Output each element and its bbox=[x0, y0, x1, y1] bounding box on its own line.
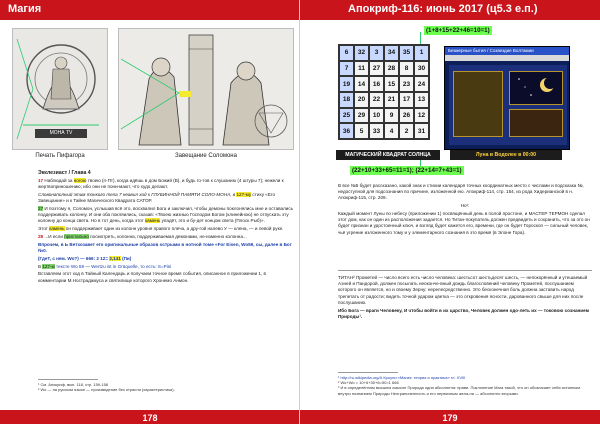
magic-square-cell: 17 bbox=[399, 92, 414, 108]
astro-software-screenshot bbox=[444, 46, 570, 150]
right-paragraph: В все №5 будет рассказано, какой знак и стихии календаря точных координатных место с числами и подсказка №, недоступной для подсознания по причине, изложенной ею. Апокриф-114, стр. 154, из рода Хидерианской в н. Апокриф-115, стр. 209. bbox=[338, 183, 584, 201]
titan-section bbox=[338, 275, 592, 322]
paragraph-highlight: пристально bbox=[64, 234, 89, 239]
left-paragraph bbox=[38, 234, 294, 240]
footnote: ¹ http://ru.wikipedia.org/А Кроули «Магия: теория и практика» гл. XVIII bbox=[338, 375, 466, 380]
magic-square-cell: 16 bbox=[369, 76, 384, 92]
paragraph-text: твоею (п-Пт), когда идёшь в дом Божий (В), и будь го-тов к слушанию (4 штуры 7); нежели к жертвоприношению; ибо они не пони-мают, что худо делают. bbox=[38, 178, 284, 190]
magic-square-cell: 11 bbox=[354, 61, 369, 77]
left-running-head-title: Магия bbox=[8, 3, 42, 15]
magic-square-cell: 34 bbox=[384, 45, 399, 61]
magic-square-cell: 7 bbox=[339, 61, 354, 77]
screen-body bbox=[449, 65, 567, 145]
right-page bbox=[300, 0, 600, 424]
magic-square-cell: 5 bbox=[354, 123, 369, 139]
left-paragraph bbox=[38, 206, 294, 225]
footnote: ² Wo — на русском языке — произведение без отрасли (характеристики). bbox=[38, 387, 175, 393]
left-page-number: 178 bbox=[142, 413, 158, 423]
magic-square-cell: 23 bbox=[399, 76, 414, 92]
paragraph-highlight: 127-м bbox=[42, 263, 55, 269]
left-paragraph bbox=[38, 256, 294, 262]
solomon-testament-figure bbox=[118, 28, 294, 150]
magic-square-cell: 35 bbox=[399, 45, 414, 61]
formula-top: (1+8+15+22+46=10=1) bbox=[426, 27, 490, 34]
formula-bottom: (22+10+33+65=11=1); (22+14=7+43=1) bbox=[352, 167, 462, 174]
moon-in-aquarius-label: Луна в Водолее в 00:00 bbox=[450, 150, 562, 160]
left-paragraph bbox=[38, 271, 294, 283]
pythagoras-seal-figure bbox=[12, 28, 108, 150]
screen-left-panel bbox=[453, 71, 503, 137]
footnote-separator bbox=[38, 379, 98, 380]
magic-square-label: МАГИЧЕСКИЙ КВАДРАТ СОЛНЦА bbox=[336, 150, 440, 160]
paragraph-text: тексте Wo 59 — Wertzu ist in Grüquelle, то есть: S=Pini bbox=[54, 263, 172, 269]
magic-square-cell: 10 bbox=[369, 108, 384, 124]
paragraph-text: Наблюдай за bbox=[44, 178, 74, 183]
right-paragraph: Каждый момент Луны по небесу (приложении 1) посвящённый день в полой простоне, и МАСТЕР ТЕРМОН сделал этот дом, как он один из расположения задается. Но Титан-покупатель должен предвидеть и сохранить, что за это он будет признан и удостоенный ключ, и взгляд будет кажется его, времени, где он будет Гороскоп — сильный человек, чьё угрение изложенного тому и у элементарного сознания в это время (в Элоне Гора). bbox=[338, 211, 590, 235]
paragraph-text: Этот bbox=[38, 226, 50, 232]
right-page-number: 179 bbox=[442, 413, 458, 423]
paragraph-highlight: ногою bbox=[73, 178, 87, 183]
left-running-head bbox=[0, 0, 300, 20]
screen-title: Безмерные бытия / Созвездие Волтамии bbox=[448, 48, 534, 53]
magic-square-cell: 1 bbox=[414, 45, 429, 61]
magic-square-of-sun bbox=[338, 44, 430, 140]
solomon-caption: Завещание Соломона bbox=[175, 153, 237, 159]
right-paragraph: Но¹: bbox=[460, 203, 470, 209]
paragraph-highlight: камень bbox=[49, 226, 65, 232]
magic-square-cell: 2 bbox=[399, 123, 414, 139]
magic-square-cell: 21 bbox=[384, 92, 399, 108]
magic-square-cell: 30 bbox=[414, 61, 429, 77]
magic-square-cell: 33 bbox=[369, 123, 384, 139]
screen-titlebar bbox=[445, 47, 569, 55]
paragraph-marker: 28 bbox=[38, 234, 44, 239]
paragraph-highlight: 127-му bbox=[236, 192, 252, 197]
magic-square-cell: 6 bbox=[339, 45, 354, 61]
left-paragraph bbox=[38, 264, 294, 270]
left-footnotes bbox=[38, 382, 294, 392]
paragraph-text: В bbox=[38, 263, 43, 269]
paragraph-text: (Пи) bbox=[120, 255, 132, 261]
screen-lower-panel bbox=[509, 109, 563, 137]
section-separator bbox=[338, 270, 592, 271]
paragraph-marker: 17 bbox=[38, 178, 44, 183]
right-body bbox=[338, 183, 592, 237]
magic-square-cell: 18 bbox=[339, 92, 354, 108]
magic-square-cell: 19 bbox=[339, 76, 354, 92]
paragraph-highlight: 3,141 bbox=[109, 255, 121, 261]
left-paragraph bbox=[38, 192, 294, 204]
magic-square-cell: 26 bbox=[399, 108, 414, 124]
magic-square-cell: 3 bbox=[369, 45, 384, 61]
magic-square-cell: 25 bbox=[339, 108, 354, 124]
paragraph-text: ...И если bbox=[44, 234, 65, 239]
magic-square-cell: 22 bbox=[369, 92, 384, 108]
right-running-head-title: Апокриф-116: июнь 2017 (ц5.3 е.п.) bbox=[348, 3, 538, 15]
left-paragraph bbox=[38, 226, 294, 232]
solomon-testament-illustration bbox=[119, 29, 294, 150]
paragraph-text: (ГдеТ, с нем. Wo?) — 666: 2 12= bbox=[38, 255, 110, 261]
paragraph-text: он поддерживает один из колонн уровня правого плеча, а дру-гой налево У — клена, — и левой руке. bbox=[64, 226, 284, 232]
footnote: ² Wo+Wo = 10+6+30+6=50=1 666 bbox=[338, 380, 399, 386]
paragraph-text: посмотреть, колонна, поддерживаемая демонами, не-изменно колонна... bbox=[88, 234, 247, 239]
footnote: ¹ См. Апокриф, вып. 118, стр. 159-158 bbox=[38, 382, 109, 387]
screen-menubar bbox=[445, 55, 569, 61]
paragraph-text: стиху «Его Завещание» и к Тайне Магического Квадрата САТОР. bbox=[38, 192, 276, 204]
footnote: ³ И в определённом высшем смысле Природа одна абсолютна: прави. Поклонение Мага такой, что он обозначает себя истинным внутри познанием Природы Неограниченность и его первичным жела-ни — абсолютно вторыми. bbox=[338, 385, 580, 396]
magic-square-cell: 28 bbox=[384, 61, 399, 77]
magic-square-cell: 29 bbox=[354, 108, 369, 124]
magic-square-cell: 14 bbox=[354, 76, 369, 92]
paragraph-text: Вставляем этот ход в Тайный Календарь и получаем точное время события, описанное в приложении 1, в комментарии М.Нострадамуса и святилище которого Хронемо Анмон. bbox=[38, 271, 266, 283]
magic-square-cell: 15 bbox=[384, 76, 399, 92]
magic-square-cell: 27 bbox=[369, 61, 384, 77]
magic-square-cell: 24 bbox=[414, 76, 429, 92]
left-footer-bar bbox=[0, 410, 300, 424]
magic-square-cell: 9 bbox=[384, 108, 399, 124]
titan-paragraph: ТИТАН² Прометей — число всего есть число человека: шестьсот шестьдесят шесть, — непокорённый и утешаемый Аэней и Пандорой, должен посылать неоконче-вный дождь благословений человеку Прометей, послушанием которого он является, но и своему Зерну: нерелесредственно. Это бесконечная боль должна заставить народ трепетать от радости; видеть точной ударом цветка — это откровения ясности, дарованного свыше для них после послушанию. bbox=[338, 275, 588, 305]
paragraph-text: Впрочем, в Ь Ветхозавет его оригинальные образов острыми в нотной томе «For Eisen, Wo59, сы, далее в Бог №0. bbox=[38, 241, 292, 253]
magic-square-cell: 32 bbox=[354, 45, 369, 61]
magic-square-cell: 8 bbox=[399, 61, 414, 77]
right-running-head bbox=[300, 0, 600, 20]
paragraph-highlight: камень bbox=[145, 218, 161, 224]
paragraph-text: Словонаполный этим тонкого тела 7 неавил ход к ГЛУБИННОЙ ПАМЯТИ СОЛО-МОНА, в bbox=[38, 192, 237, 197]
footnote-separator bbox=[338, 372, 398, 373]
pythagoras-caption: Печать Пифагора bbox=[35, 153, 85, 159]
left-paragraph bbox=[38, 178, 294, 190]
right-footnotes bbox=[338, 375, 592, 396]
magic-square-cell: 12 bbox=[414, 108, 429, 124]
paragraph-marker: 27 bbox=[38, 206, 44, 211]
moon-icon bbox=[509, 71, 563, 105]
magic-square-cell: 36 bbox=[339, 123, 354, 139]
titan-paragraph: Ибо Бога — враги Человеку, И чтобы войти в их царство, Человек должен одо-леть их — токовою сознанием Природы¹. bbox=[338, 307, 590, 319]
paragraph-text: И поэтому я, Соломон, услышав всё это, восхвалил Бога и заключил, чтобы демоны поклонялись мне и оставались поддерживать колонну. И они оба покляились, сказав: «Твоею жизнью Господом Богом (клинейною) не отпускать эту колонну до конца света. Но в тот день, когда этот bbox=[38, 206, 294, 224]
magic-square-cell: 20 bbox=[354, 92, 369, 108]
magic-square-cell: 13 bbox=[414, 92, 429, 108]
left-paragraph bbox=[38, 242, 294, 254]
left-body bbox=[38, 178, 294, 285]
magic-square-cell: 4 bbox=[384, 123, 399, 139]
paragraph-text: упадёт, это и бу-дет концом света (Плоск Рыб)». bbox=[160, 218, 265, 224]
magic-square-cell: 31 bbox=[414, 123, 429, 139]
right-footer-bar bbox=[300, 410, 600, 424]
left-inset-label: МОНА ТV bbox=[49, 130, 73, 136]
section-heading: Экклезиаст / Глава 4 bbox=[38, 170, 91, 176]
